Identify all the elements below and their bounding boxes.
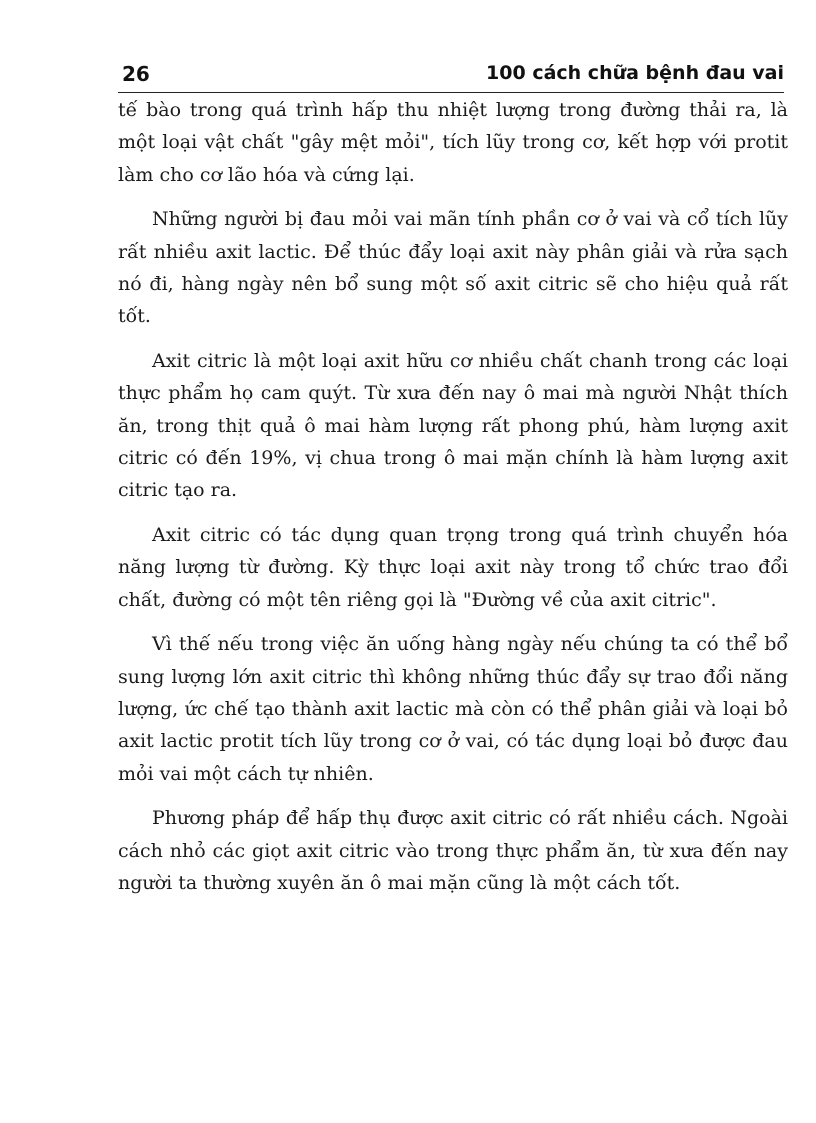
paragraph: Vì thế nếu trong việc ăn uống hàng ngày nếu chúng ta có thể bổ sung lượng lớn axit citric thì không những thúc đẩy sự trao đổi năng lượng, ức chế tạo thành axit lactic mà còn có thể phân giải và loại bỏ axit lactic protit tích lũy trong cơ ở vai, có tác dụng loại bỏ được đau mỏi vai một cách tự nhiên. <box>118 633 788 785</box>
paragraph: Axit citric là một loại axit hữu cơ nhiều chất chanh trong các loại thực phẩm họ cam quýt. Từ xưa đến nay ô mai mà người Nhật thích ăn, trong thịt quả ô mai hàm lượng rất phong phú, hàm lượng axit citric có đến 19%, vị chua trong ô mai mặn chính là hàm lượng axit citric tạo ra. <box>118 349 788 502</box>
paragraph: Axit citric có tác dụng quan trọng trong quá trình chuyển hóa năng lượng từ đường. Kỳ thực loại axit này trong tổ chức trao đổi chất, đường có một tên riêng gọi là "Đường về của axit citric". <box>118 523 788 611</box>
paragraph-continued: tế bào trong quá trình hấp thu nhiệt lượng trong đường thải ra, là một loại vật chất "gây mệt mỏi", tích lũy trong cơ, kết hợp với protit làm cho cơ lão hóa và cứng lại. <box>118 99 788 186</box>
page-number: 26 <box>122 62 150 86</box>
page-header <box>118 60 784 93</box>
running-title: 100 cách chữa bệnh đau vai <box>486 62 784 84</box>
paragraph: Phương pháp để hấp thụ được axit citric có rất nhiều cách. Ngoài cách nhỏ các giọt axit citric vào trong thực phẩm ăn, từ xưa đến nay người ta thường xuyên ăn ô mai mặn cũng là một cách tốt. <box>118 807 788 894</box>
paragraph: Những người bị đau mỏi vai mãn tính phần cơ ở vai và cổ tích lũy rất nhiều axit lactic. Để thúc đẩy loại axit này phân giải và rửa sạch nó đi, hàng ngày nên bổ sung một số axit citric sẽ cho hiệu quả rất tốt. <box>118 208 788 328</box>
body-text <box>118 94 788 911</box>
